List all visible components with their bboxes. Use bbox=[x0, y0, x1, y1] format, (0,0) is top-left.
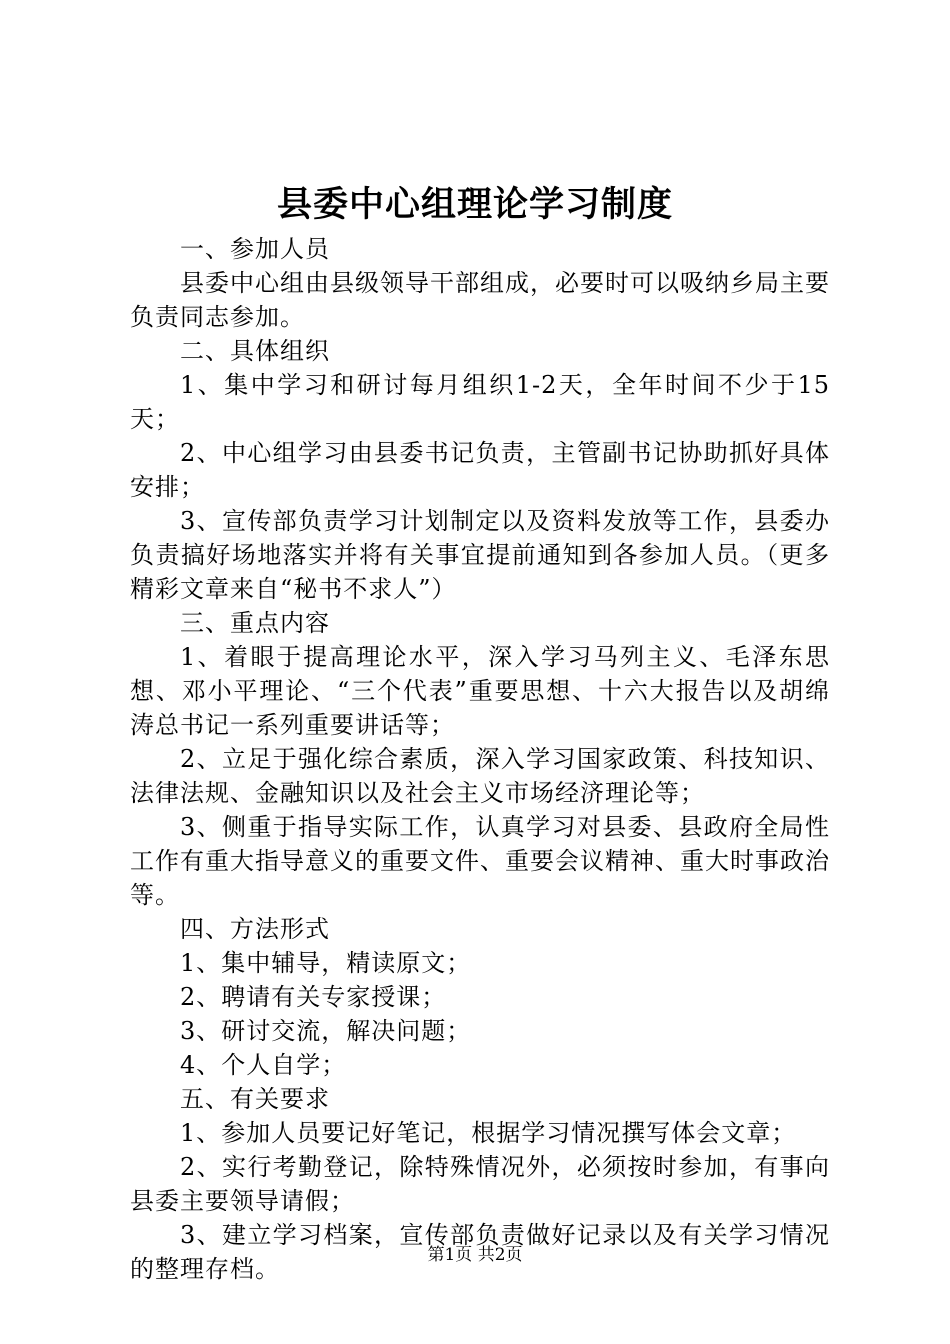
paragraph: 3、建立学习档案，宣传部负责做好记录以及有关学习情况的整理存档。 bbox=[130, 1221, 830, 1283]
paragraph: 2、聘请有关专家授课； bbox=[180, 983, 447, 1011]
page-footer: 第1页 共2页 bbox=[427, 1245, 523, 1265]
paragraph: 3、宣传部负责学习计划制定以及资料发放等工作，县委办负责搞好场地落实并将有关事宜提前通知到各参加人员。（更多精彩文章来自“秘书不求人”） bbox=[130, 507, 830, 603]
document-title: 县委中心组理论学习制度 bbox=[276, 184, 673, 225]
paragraph: 4、个人自学； bbox=[180, 1051, 347, 1079]
section-heading: 三、重点内容 bbox=[180, 609, 330, 637]
paragraph: 2、立足于强化综合素质，深入学习国家政策、科技知识、法律法规、金融知识以及社会主义市场经济理论等； bbox=[130, 745, 830, 807]
section-heading: 五、有关要求 bbox=[180, 1085, 330, 1113]
section-heading: 二、具体组织 bbox=[180, 337, 330, 365]
paragraph: 2、中心组学习由县委书记负责，主管副书记协助抓好具体安排； bbox=[130, 439, 830, 501]
paragraph: 1、集中辅导，精读原文； bbox=[180, 949, 472, 977]
paragraph: 1、参加人员要记好笔记，根据学习情况撰写体会文章； bbox=[180, 1119, 797, 1147]
paragraph: 1、着眼于提高理论水平，深入学习马列主义、毛泽东思想、邓小平理论、“三个代表”重要思想、十六大报告以及胡绵涛总书记一系列重要讲话等； bbox=[130, 643, 830, 739]
paragraph: 2、实行考勤登记，除特殊情况外，必须按时参加，有事向县委主要领导请假； bbox=[130, 1153, 830, 1215]
paragraph: 3、侧重于指导实际工作，认真学习对县委、县政府全局性工作有重大指导意义的重要文件、重要会议精神、重大时事政治等。 bbox=[130, 813, 830, 909]
section-heading: 一、参加人员 bbox=[180, 235, 330, 263]
paragraph: 县委中心组由县级领导干部组成，必要时可以吸纳乡局主要负责同志参加。 bbox=[130, 269, 830, 331]
paragraph: 1、集中学习和研讨每月组织1-2天，全年时间不少于15天； bbox=[130, 371, 830, 433]
section-heading: 四、方法形式 bbox=[180, 915, 330, 943]
paragraph: 3、研讨交流，解决问题； bbox=[180, 1017, 472, 1045]
document-body bbox=[130, 232, 830, 1286]
